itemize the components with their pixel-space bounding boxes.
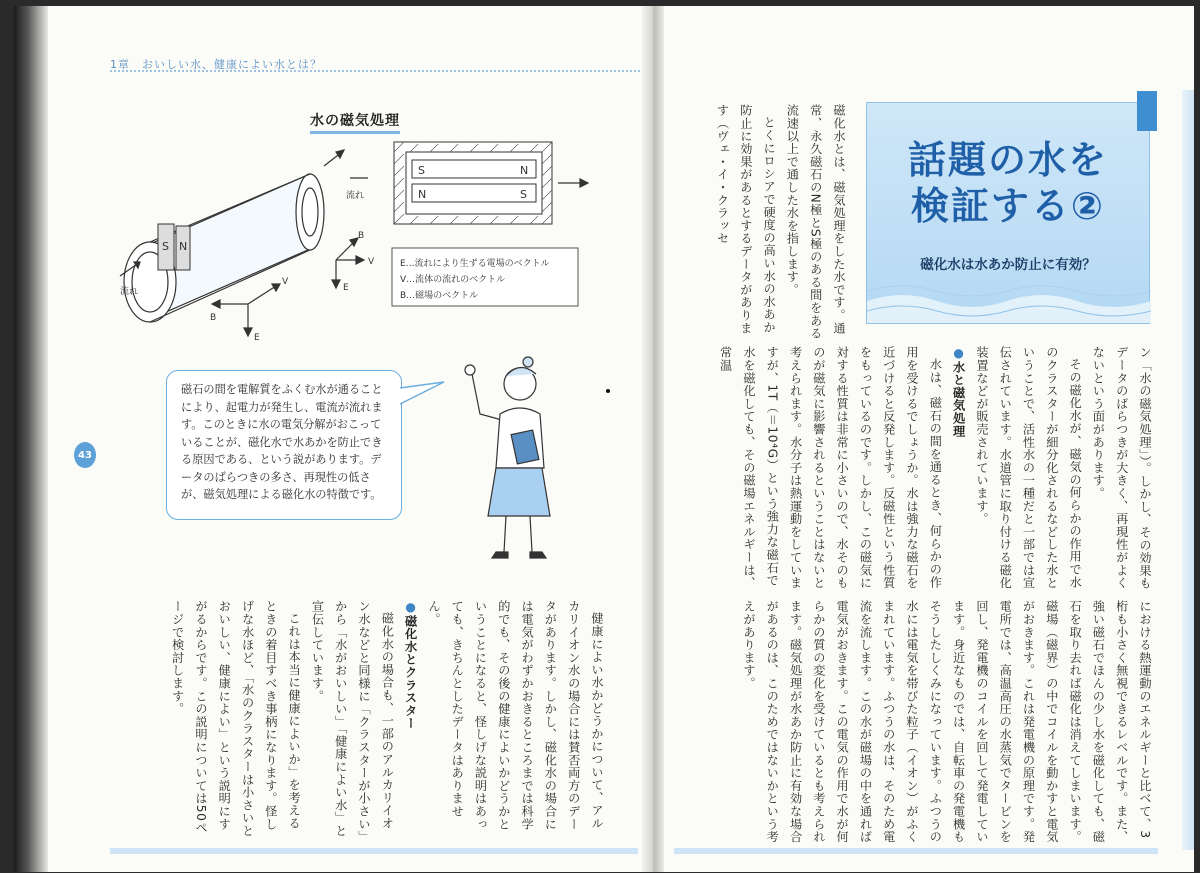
legend-e: E…流れにより生ずる電場のベクトル — [400, 259, 550, 269]
legend-b: B…磁場のベクトル — [400, 291, 479, 301]
right-middle-text — [710, 346, 1156, 590]
article-title-line-2: 検証する② — [910, 184, 1106, 228]
plate-bot-n: N — [418, 188, 427, 201]
right-bottom-text — [710, 600, 1156, 844]
axis1-b: B — [358, 231, 365, 241]
legend-v: V…流体の流れのベクトル — [400, 275, 506, 285]
footer-rule-left — [110, 848, 638, 854]
axis1-v: V — [368, 257, 375, 267]
left-bottom-text — [132, 600, 608, 842]
page-side-tab — [1182, 90, 1194, 850]
right-mid-paragraph-2: その磁化水が、磁気の何らかの作用で水のクラスターが細分化されるなどした水ということで、活性水の一種だと一部では宣伝されています。水道管に取り付ける磁化装置などが販売されています。 — [974, 346, 1083, 590]
axis2-v: V — [282, 277, 289, 287]
flow-label-right: 流れ — [346, 191, 365, 201]
plate-cross-section — [394, 142, 552, 224]
magnet-s-label: S — [162, 240, 169, 253]
vector-axes-1 — [332, 238, 364, 288]
running-head: 1章 おいしい水、健康によい水とは？ — [110, 58, 322, 71]
plate-top-n: N — [520, 164, 529, 177]
figure-title: 水の磁気処理 — [310, 110, 400, 134]
article-subtitle: 磁化水は水あか防止に有効？ — [920, 257, 1096, 273]
right-top-paragraph-1: 磁化水とは、磁気処理をした水です。通常、永久磁石のN極とS極のある間をある流速以上で通した水を指します。 — [785, 104, 846, 340]
pipe-illustration — [124, 174, 324, 322]
plate-top-s: S — [418, 164, 425, 177]
axis2-b: B — [210, 313, 217, 323]
plate-flow-arrow — [558, 179, 588, 187]
article-title-line-1: 話題の水を — [907, 138, 1108, 182]
book-gutter — [642, 6, 664, 872]
page-number-badge: 43 — [74, 442, 96, 468]
left-paragraph-2: 磁化水の場合も、一部のアルカリイオン水などと同様に「クラスターが小さい」から「水がおいしい」「健康によい水」と宣伝しています。 — [310, 600, 395, 838]
article-title-panel — [866, 102, 1150, 324]
callout-tail — [400, 382, 450, 412]
magnet-n-label: N — [179, 240, 188, 253]
wave-decoration — [867, 271, 1151, 323]
left-section-heading: ●磁化水とクラスター — [403, 600, 418, 730]
right-top-paragraph-2: とくにロシアで硬度の高い水の水あか防止に効果があるとするデータがあります（ヴェ・イ・クラッセ — [715, 104, 777, 335]
diagram-svg — [110, 134, 600, 349]
right-section-heading: ●水と磁気処理 — [951, 346, 966, 438]
article-title — [867, 137, 1149, 229]
axis1-e: E — [343, 283, 349, 293]
right-mid-paragraph-1: ン「水の磁気処理」）。しかし、その効果もデータのばらつきが大きく、再現性がよくないという面があります。 — [1091, 346, 1152, 590]
left-paragraph-3: これは本当に健康によいか」を考えるときの着目すべき事柄になります。怪しげな水ほど、「水のクラスターは小さいとおいしい、健康によい」という説明にすがるからです。この説明については50ページで検討します。 — [170, 600, 302, 838]
book-spread — [14, 6, 1194, 872]
left-paragraph-1: 健康によい水かどうかについて、アルカリイオン水の場合には賛否両方のデータがあります。しかし、磁化水の場合には電気がわずかおきるところまでは科学的でも、その後の健康によいかどうかということになると、怪しげな説明はあっても、きちんとしたデータはありません。 — [426, 600, 604, 831]
page-edge-shadow — [14, 6, 48, 872]
plate-bot-s: S — [520, 188, 527, 201]
teacher-illustration — [446, 356, 586, 568]
right-bottom-paragraph: における熱運動のエネルギーと比べて、3桁も小さく無視できるレベルです。また、強い磁石でほんの少し水を磁化しても、磁石を取り去れば磁化は消えてしまいます。磁場（磁界）の中でコイルを動かすと電気がおきます。これは発電機の原理です。発電所では、高温高圧の水蒸気でタービンを回し、発電機のコイルを回して発電しています。身近なものでは、自転車の発電機もそうしたしくみになっています。ふつうの水には電気を帯びた粒子（イオン）がふくまれています。ふつうの水は、そのため電流を流します。この水が磁場の中を通れば電気がおきます。この電気の作用で水が何らかの質の変化を受けているとも考えられます。磁気処理が水あか防止に有効な場合があるのは、このためではないかという考えがあります。 — [741, 600, 1152, 844]
magnetic-treatment-diagram — [110, 134, 600, 349]
callout-box: 磁石の間を電解質をふくむ水が通ることにより、起電力が発生し、電流が流れます。このときに水の電気分解がおこっていることが、磁化水で水あかを防止できる原因である、という説があります。データのばらつきの多さ、再現性の低さが、磁気処理による磁化水の特徴です。 — [166, 370, 402, 520]
right-top-text-a — [704, 104, 850, 340]
right-mid-paragraph-3: 水は、磁石の間を通るとき、何らかの作用を受けるでしょうか。水は強力な磁石を近づけると反発します。反磁性という性質をもっているのです。しかし、この磁気に対する性質は非常に小さいので、水そのものが磁気に影響されるということはないと考えられます。水分子は熱運動をしていますが、1T（＝10⁴G）という強力な磁石で水を磁化しても、その磁場エネルギーは、常温 — [718, 346, 943, 590]
axis2-e: E — [254, 333, 260, 343]
flow-label-left: 流れ — [120, 287, 139, 297]
title-corner-tab — [1137, 91, 1157, 131]
scan-speck — [606, 389, 610, 393]
vector-axes-2 — [212, 284, 280, 336]
running-head-rule — [110, 70, 640, 72]
footer-rule-right — [674, 848, 1158, 854]
